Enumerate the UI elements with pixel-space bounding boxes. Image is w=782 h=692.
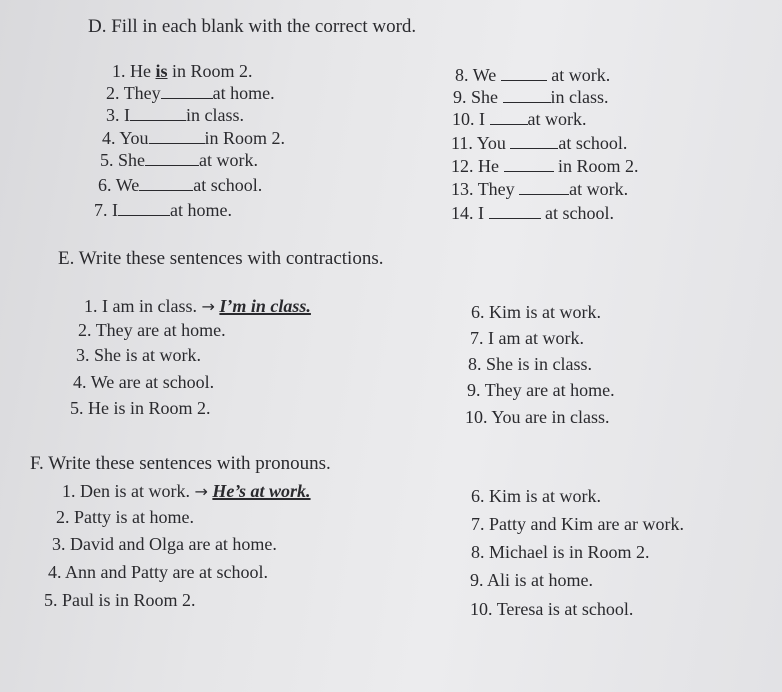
item-subject: I (124, 105, 130, 125)
f-item-3 (52, 533, 277, 555)
answer-blank[interactable] (503, 86, 551, 103)
f-item-4 (48, 561, 268, 583)
f-item-2 (56, 506, 194, 528)
answer-blank[interactable] (118, 199, 170, 216)
d-item-4 (102, 127, 285, 149)
example-answer: He’s at work. (212, 481, 311, 501)
item-rest: in Room 2. (172, 61, 253, 81)
item-sentence: They are at home. (484, 380, 615, 400)
item-number: 3. (106, 105, 120, 125)
item-sentence: Patty and Kim are ar work. (489, 514, 684, 534)
item-rest: in Room 2. (204, 128, 286, 148)
item-sentence: David and Olga are at home. (70, 534, 277, 554)
item-number: 14. (451, 203, 474, 223)
item-number: 2. (106, 83, 120, 103)
item-rest: at work. (569, 179, 629, 199)
item-rest: at work. (199, 150, 258, 170)
item-sentence: He is in Room 2. (88, 398, 211, 418)
item-number: 10. (465, 407, 488, 427)
item-number: 2. (78, 320, 92, 340)
item-sentence: Patty is at home. (74, 507, 194, 527)
item-sentence: They are at home. (95, 320, 226, 340)
item-number: 6. (98, 175, 112, 195)
d-item-7 (94, 199, 232, 221)
item-rest: at school. (545, 203, 614, 223)
item-number: 8. (468, 354, 482, 374)
item-subject: She (118, 150, 145, 170)
answer-blank[interactable] (489, 202, 541, 219)
e-item-2 (78, 319, 226, 341)
answer-blank[interactable] (490, 108, 528, 125)
item-number: 6. (471, 302, 485, 322)
item-rest: in class. (550, 87, 609, 107)
item-subject: We (115, 175, 140, 195)
item-sentence: Michael is in Room 2. (489, 542, 650, 562)
item-rest: at home. (170, 200, 232, 220)
d-item-11 (451, 132, 627, 154)
item-sentence: Den is at work. (80, 481, 190, 501)
e-item-8 (468, 353, 592, 375)
item-rest: at work. (551, 65, 611, 85)
item-number: 6. (471, 486, 485, 506)
item-number: 9. (467, 380, 481, 400)
item-sentence: We are at school. (90, 372, 215, 392)
f-item-5 (44, 589, 196, 611)
item-number: 13. (451, 179, 474, 199)
item-number: 4. (102, 128, 116, 148)
e-item-9 (467, 379, 615, 401)
d-item-5 (100, 149, 258, 171)
item-rest: at work. (527, 109, 587, 129)
item-rest: at home. (212, 83, 275, 103)
item-number: 7. (470, 328, 484, 348)
item-sentence: Paul is in Room 2. (62, 590, 196, 610)
item-subject: I (112, 200, 118, 220)
e-item-6 (471, 301, 601, 323)
item-sentence: She is at work. (94, 345, 201, 365)
item-subject: I (478, 203, 484, 223)
d-item-14 (451, 202, 614, 224)
answer-blank[interactable] (501, 64, 547, 81)
arrow-right-icon: → (194, 482, 208, 501)
section-f-title: F. Write these sentences with pronouns. (30, 453, 331, 474)
item-subject: I (479, 109, 485, 129)
answer-blank[interactable] (161, 82, 213, 99)
item-number: 3. (52, 534, 66, 554)
e-item-7 (470, 327, 584, 349)
item-number: 8. (471, 542, 485, 562)
item-number: 9. (470, 570, 484, 590)
answer-blank[interactable] (139, 174, 193, 191)
item-number: 1. (112, 61, 126, 81)
section-e-title: E. Write these sentences with contractions. (58, 248, 384, 269)
f-item-1 (62, 480, 311, 503)
arrow-right-icon: → (201, 297, 215, 316)
item-subject: You (119, 128, 149, 148)
item-number: 3. (76, 345, 90, 365)
item-number: 4. (73, 372, 87, 392)
d-item-2 (106, 82, 275, 104)
answer-blank[interactable] (519, 178, 569, 195)
item-rest: at school. (558, 133, 628, 153)
item-number: 8. (455, 65, 469, 85)
item-subject: We (472, 65, 497, 85)
answer-blank[interactable] (149, 127, 205, 144)
item-subject: She (471, 87, 498, 107)
d-item-6 (98, 174, 262, 196)
item-sentence: You are in class. (491, 407, 610, 427)
answer-blank[interactable] (145, 149, 199, 166)
d-item-12 (451, 155, 639, 177)
item-number: 5. (70, 398, 84, 418)
item-number: 5. (44, 590, 58, 610)
item-number: 11. (451, 133, 473, 153)
item-subject: They (477, 179, 515, 199)
item-number: 10. (452, 109, 475, 129)
item-sentence: Teresa is at school. (496, 599, 634, 619)
item-sentence: Ali is at home. (487, 570, 594, 590)
item-number: 2. (56, 507, 70, 527)
f-item-6 (471, 485, 601, 507)
item-number: 10. (470, 599, 493, 619)
item-number: 9. (453, 87, 467, 107)
f-item-8 (471, 541, 650, 563)
e-item-1 (84, 295, 311, 318)
section-d-title: D. Fill in each blank with the correct word. (88, 16, 417, 37)
item-sentence: I am at work. (488, 328, 584, 348)
item-number: 5. (100, 150, 114, 170)
item-subject: He (130, 61, 151, 81)
item-rest: in class. (186, 105, 244, 125)
d-item-8 (455, 64, 610, 86)
e-item-10 (465, 406, 610, 428)
item-sentence: I am in class. (102, 296, 197, 316)
d-item-1 (112, 60, 253, 82)
item-number: 12. (451, 156, 474, 176)
answer-blank[interactable] (504, 155, 554, 172)
item-sentence: She is in class. (486, 354, 592, 374)
item-number: 4. (48, 562, 62, 582)
item-number: 7. (94, 200, 108, 220)
item-subject: They (123, 83, 161, 103)
answer-blank[interactable] (130, 104, 186, 121)
item-number: 1. (62, 481, 76, 501)
d-item-13 (451, 178, 628, 200)
item-sentence: Kim is at work. (489, 302, 601, 322)
f-item-7 (471, 513, 684, 535)
item-number: 1. (84, 296, 98, 316)
item-subject: He (478, 156, 499, 176)
item-sentence: Ann and Patty are at school. (65, 562, 268, 582)
e-item-4 (73, 371, 214, 393)
d-item-9 (453, 86, 609, 108)
answer-blank[interactable] (510, 132, 558, 149)
item-sentence: Kim is at work. (489, 486, 601, 506)
item-rest: in Room 2. (558, 156, 639, 176)
d-item-10 (452, 108, 586, 130)
f-item-10 (470, 598, 633, 620)
item-subject: You (476, 133, 506, 153)
e-item-5 (70, 397, 211, 419)
item-rest: at school. (193, 175, 263, 195)
filled-answer: is (155, 61, 168, 81)
e-item-3 (76, 344, 201, 366)
item-number: 7. (471, 514, 485, 534)
f-item-9 (470, 569, 593, 591)
d-item-3 (106, 104, 244, 126)
example-answer: I’m in class. (219, 296, 311, 316)
